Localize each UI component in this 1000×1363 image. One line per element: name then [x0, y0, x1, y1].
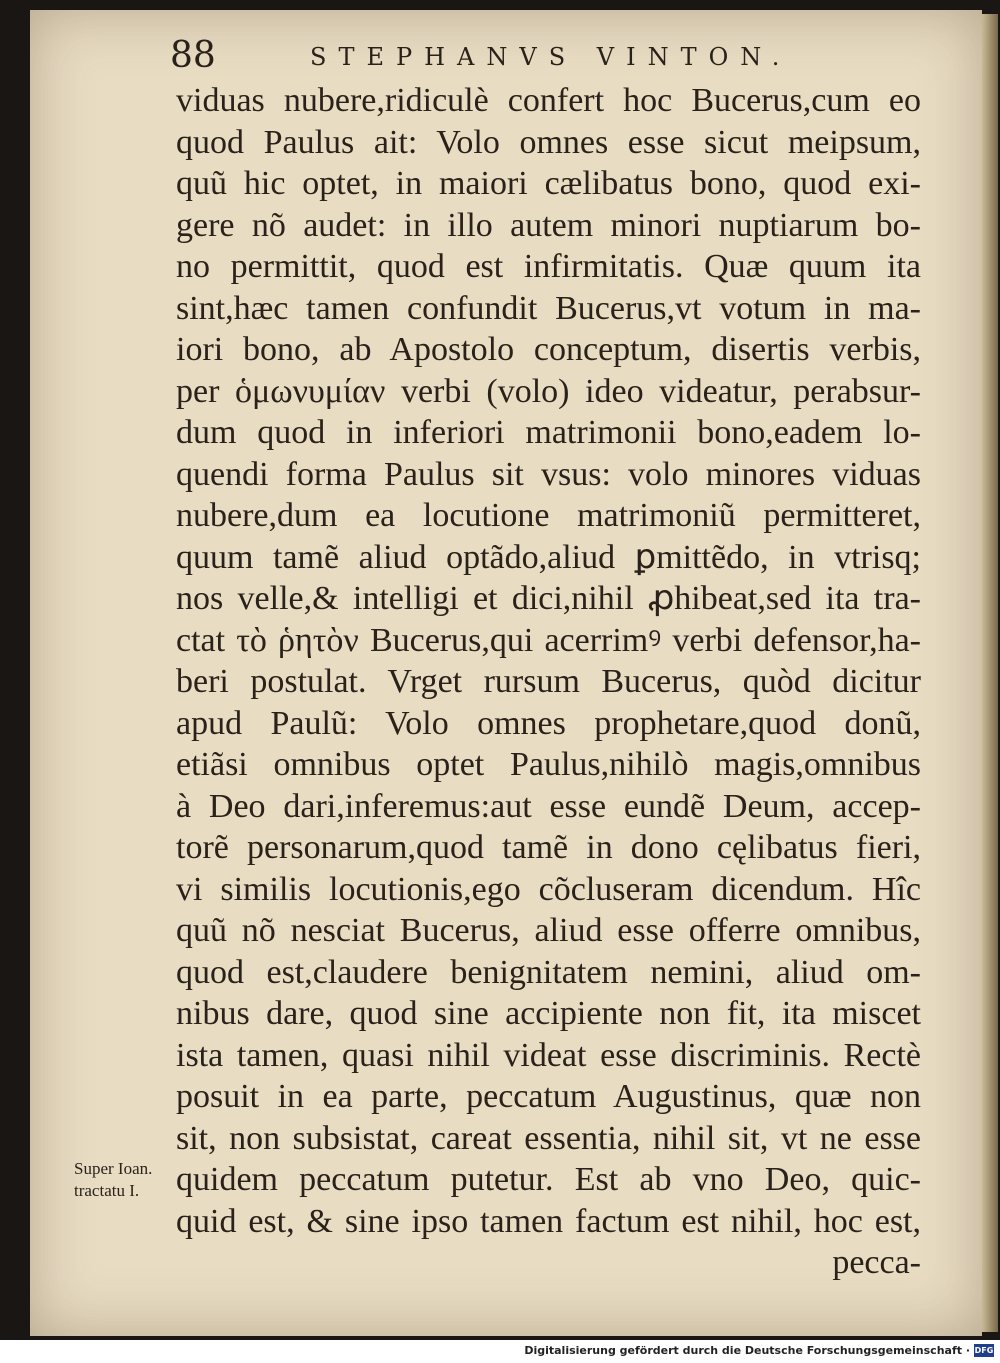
running-head	[170, 36, 950, 76]
text-line: viduas nubere,ridiculè confert hoc Bucerus,cum eo	[176, 82, 921, 119]
text-line: quũ hic optet, in maiori cælibatus bono, quod exi-	[176, 165, 921, 202]
text-line: sit, non subsistat, careat essentia, nihil sit, vt ne esse	[176, 1119, 921, 1157]
page-number: 88	[170, 35, 216, 76]
text-line: apud Paulũ: Volo omnes prophetare,quod donũ,	[176, 704, 921, 742]
catchword: pecca-	[832, 1244, 921, 1281]
footer-bar	[0, 1340, 1000, 1363]
page-edge	[982, 14, 998, 1332]
text-line: à Deo dari,inferemus:aut esse eundẽ Deum, accep-	[176, 787, 921, 825]
marginal-note	[74, 1158, 174, 1202]
text-line: gere nõ audet: in illo autem minori nuptiarum bo-	[176, 206, 921, 244]
text-line: quid est, & sine ipso tamen factum est nihil, hoc est,	[176, 1202, 921, 1240]
text-line: iori bono, ab Apostolo conceptum, disertis verbis,	[176, 331, 921, 368]
text-line: ctat τὸ ῥητὸν Bucerus,qui acerrimꝰ verbi defensor,ha-	[176, 621, 921, 659]
text-line: nibus dare, quod sine accipiente non fit, ita miscet	[176, 995, 921, 1032]
text-line: quod est,claudere benignitatem nemini, aliud om-	[176, 953, 921, 991]
text-line: quum tamẽ aliud optãdo,aliud ꝑmittẽdo, in vtrisq;	[176, 538, 921, 576]
text-line: torẽ personarum,quod tamẽ in dono cęlibatus fieri,	[176, 829, 921, 866]
marginal-note-line: Super Ioan.	[74, 1159, 153, 1178]
dfg-logo-icon: DFG	[974, 1346, 994, 1355]
text-line: vi similis locutionis,ego cõcluseram dicendum. Hîc	[176, 870, 921, 908]
funding-credit: Digitalisierung gefördert durch die Deutsche Forschungsgemeinschaft ·	[524, 1344, 970, 1357]
text-line: quendi forma Paulus sit vsus: volo minores viduas	[176, 455, 921, 493]
text-line: etiãsi omnibus optet Paulus,nihilò magis,omnibus	[176, 746, 921, 783]
text-line: nubere,dum ea locutione matrimoniũ permitteret,	[176, 497, 921, 534]
text-line: beri postulat. Vrget rursum Bucerus, quòd dicitur	[176, 663, 921, 700]
text-line: no permittit, quod est infirmitatis. Quæ quum ita	[176, 248, 921, 285]
body-text	[176, 80, 921, 1284]
running-title: STEPHANVS VINTON.	[310, 43, 792, 71]
text-line: quũ nõ nesciat Bucerus, aliud esse offerre omnibus,	[176, 912, 921, 949]
text-line: posuit in ea parte, peccatum Augustinus, quæ non	[176, 1078, 921, 1115]
text-line: ista tamen, quasi nihil videat esse discriminis. Rectè	[176, 1036, 921, 1074]
text-line: dum quod in inferiori matrimonii bono,eadem lo-	[176, 414, 921, 451]
text-line: sint,hæc tamen confundit Bucerus,vt votum in ma-	[176, 289, 921, 327]
marginal-note-line: tractatu I.	[74, 1181, 140, 1200]
text-line: quod Paulus ait: Volo omnes esse sicut meipsum,	[176, 123, 921, 161]
text-line: nos velle,& intelligi et dici,nihil ꝓhibeat,sed ita tra-	[176, 580, 921, 617]
text-line: quidem peccatum putetur. Est ab vno Deo, quic-	[176, 1161, 921, 1198]
text-line: per ὁμωνυμίαν verbi (volo) ideo videatur, perabsur-	[176, 372, 921, 410]
